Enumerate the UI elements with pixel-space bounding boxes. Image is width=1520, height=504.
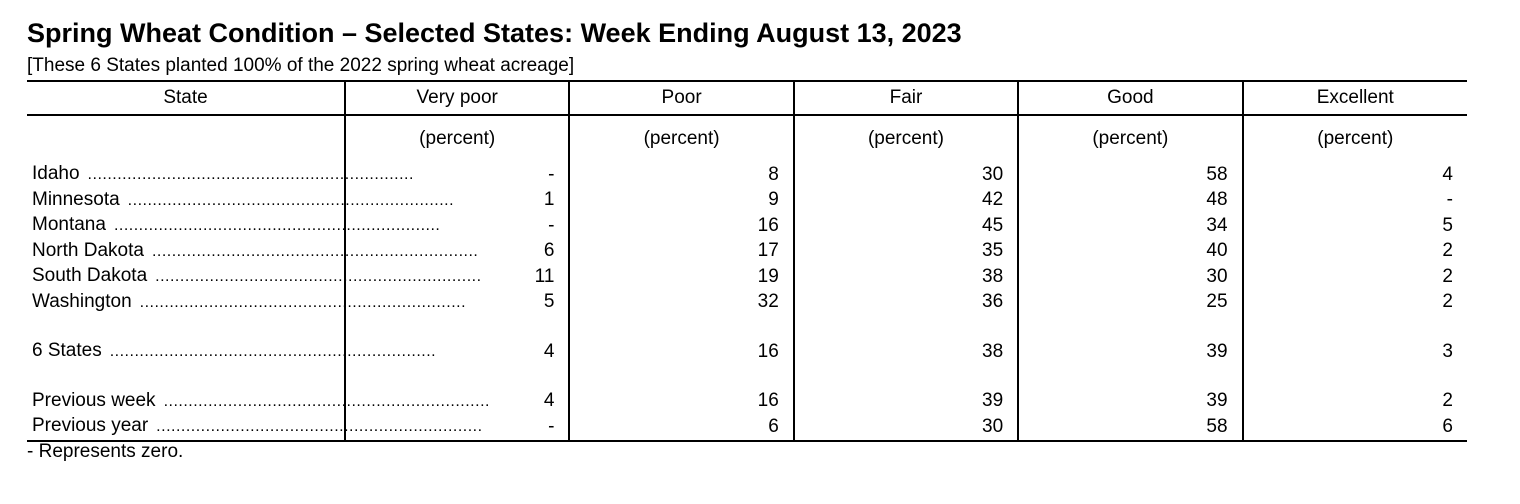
dot-leader: .................................................................. xyxy=(151,242,479,260)
dot-leader: .................................................................. xyxy=(139,293,467,311)
table-row xyxy=(27,213,1467,239)
value-cell: 39 xyxy=(794,389,1018,415)
value-cell: 38 xyxy=(794,264,1018,290)
comparison-row xyxy=(27,389,1467,415)
value-cell: 34 xyxy=(1018,213,1242,239)
comparison-label: Previous year xyxy=(32,415,149,436)
state-label: Montana xyxy=(32,214,106,235)
value-cell: 6 xyxy=(345,239,569,265)
value-cell: 8 xyxy=(569,162,793,188)
dot-leader: .................................................................. xyxy=(156,418,483,435)
header-row xyxy=(27,81,1467,115)
value-cell: 2 xyxy=(1243,264,1467,290)
units-cell: (percent) xyxy=(345,115,569,162)
state-label: South Dakota xyxy=(32,265,148,286)
value-cell: 30 xyxy=(794,162,1018,188)
state-cell xyxy=(27,414,483,441)
column-header-excellent: Excellent xyxy=(1243,81,1467,115)
value-cell: - xyxy=(1243,188,1467,214)
state-cell xyxy=(27,339,437,365)
value-cell: 16 xyxy=(569,389,793,415)
value-cell: 2 xyxy=(1243,290,1467,316)
units-cell: (percent) xyxy=(1243,115,1467,162)
state-cell xyxy=(27,162,414,188)
state-cell xyxy=(27,188,455,214)
value-cell: 6 xyxy=(1243,414,1467,441)
value-cell: - xyxy=(345,162,569,188)
units-cell: (percent) xyxy=(569,115,793,162)
value-cell: 48 xyxy=(1018,188,1242,214)
column-header-good: Good xyxy=(1018,81,1242,115)
table-row xyxy=(27,162,1467,188)
value-cell: 30 xyxy=(794,414,1018,441)
value-cell: 4 xyxy=(345,389,569,415)
value-cell: 1 xyxy=(345,188,569,214)
spacer-row xyxy=(27,365,1467,389)
dot-leader: .................................................................. xyxy=(113,217,441,234)
value-cell: 2 xyxy=(1243,389,1467,415)
table-row xyxy=(27,290,1467,316)
dot-leader: .................................................................. xyxy=(109,343,437,360)
table-row xyxy=(27,239,1467,265)
comparison-label: Previous week xyxy=(32,389,156,411)
report-subtitle: [These 6 States planted 100% of the 2022 spring wheat acreage] xyxy=(27,55,575,76)
state-label: North Dakota xyxy=(32,239,144,261)
value-cell: 11 xyxy=(345,264,569,290)
value-cell: - xyxy=(345,213,569,239)
value-cell: 35 xyxy=(794,239,1018,265)
table-row xyxy=(27,264,1467,290)
value-cell: 30 xyxy=(1018,264,1242,290)
condition-table xyxy=(27,80,1467,442)
units-cell: (percent) xyxy=(794,115,1018,162)
value-cell: 58 xyxy=(1018,414,1242,441)
value-cell: - xyxy=(345,414,569,441)
units-row xyxy=(27,115,1467,162)
units-cell-empty xyxy=(27,115,345,162)
value-cell: 9 xyxy=(569,188,793,214)
state-label: Minnesota xyxy=(32,188,120,210)
value-cell: 3 xyxy=(1243,339,1467,365)
value-cell: 39 xyxy=(1018,339,1242,365)
value-cell: 25 xyxy=(1018,290,1242,316)
comparison-row xyxy=(27,414,1467,441)
dot-leader: .................................................................. xyxy=(163,392,490,410)
state-label: Idaho xyxy=(32,163,80,184)
value-cell: 39 xyxy=(1018,389,1242,415)
table-row xyxy=(27,188,1467,214)
state-cell xyxy=(27,290,467,316)
units-cell: (percent) xyxy=(1018,115,1242,162)
value-cell: 5 xyxy=(1243,213,1467,239)
total-row xyxy=(27,339,1467,365)
state-cell xyxy=(27,213,441,239)
total-label: 6 States xyxy=(32,340,102,361)
value-cell: 17 xyxy=(569,239,793,265)
value-cell: 2 xyxy=(1243,239,1467,265)
report-title: Spring Wheat Condition – Selected States: Week Ending August 13, 2023 xyxy=(27,18,962,48)
value-cell: 4 xyxy=(1243,162,1467,188)
state-cell xyxy=(27,264,482,290)
state-cell xyxy=(27,239,479,265)
value-cell: 16 xyxy=(569,339,793,365)
value-cell: 42 xyxy=(794,188,1018,214)
spacer-row xyxy=(27,315,1467,339)
value-cell: 5 xyxy=(345,290,569,316)
value-cell: 19 xyxy=(569,264,793,290)
value-cell: 4 xyxy=(345,339,569,365)
value-cell: 16 xyxy=(569,213,793,239)
value-cell: 32 xyxy=(569,290,793,316)
dot-leader: .................................................................. xyxy=(127,191,455,209)
value-cell: 40 xyxy=(1018,239,1242,265)
value-cell: 58 xyxy=(1018,162,1242,188)
value-cell: 38 xyxy=(794,339,1018,365)
footnote: - Represents zero. xyxy=(27,441,184,462)
column-header-very-poor: Very poor xyxy=(345,81,569,115)
value-cell: 45 xyxy=(794,213,1018,239)
dot-leader: .................................................................. xyxy=(155,268,482,285)
column-header-poor: Poor xyxy=(569,81,793,115)
column-header-state: State xyxy=(27,81,345,115)
state-label: Washington xyxy=(32,290,132,312)
state-cell xyxy=(27,389,490,415)
value-cell: 36 xyxy=(794,290,1018,316)
column-header-fair: Fair xyxy=(794,81,1018,115)
dot-leader: .................................................................. xyxy=(87,166,414,183)
value-cell: 6 xyxy=(569,414,793,441)
